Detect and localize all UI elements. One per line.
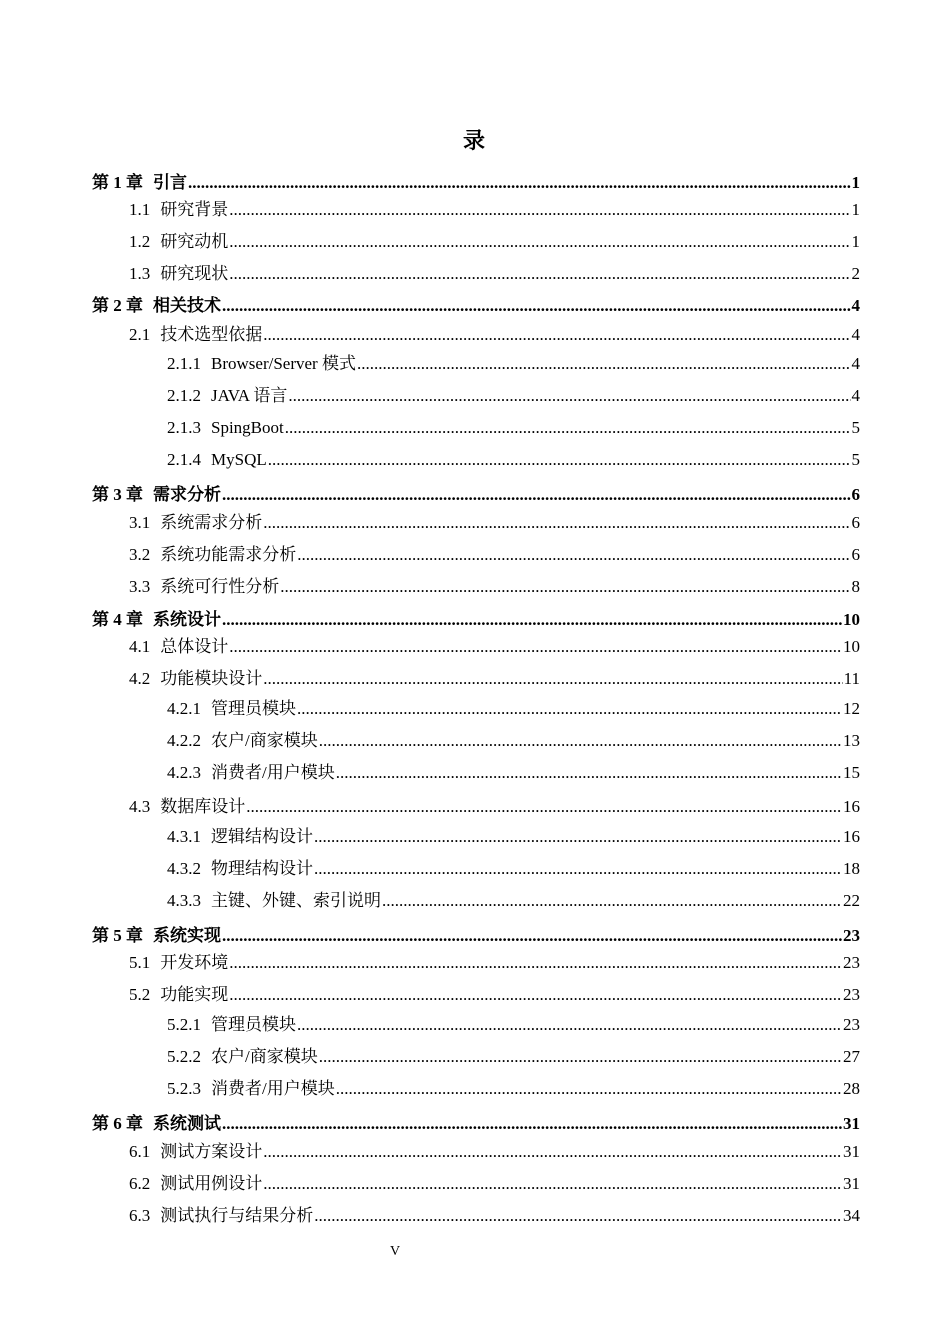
toc-entry-title: 管理员模块 [211,1015,296,1034]
toc-entry-number: 4.2.2 [167,731,201,750]
toc-entry-number: 6.2 [129,1174,151,1193]
toc-entry[interactable] [92,199,860,221]
toc-entry-number: 4.3.1 [167,827,201,846]
toc-entry-number: 6.3 [129,1206,151,1225]
toc-dot-leader [268,449,851,471]
toc-entry-number: 1.1 [129,200,151,219]
toc-entry-title: 农户/商家模块 [211,731,318,750]
toc-entry-title: 需求分析 [153,485,221,504]
toc-dot-leader [336,1078,842,1100]
toc-entry-title: Browser/Server 模式 [211,354,356,373]
toc-entry-number: 5.2.1 [167,1015,201,1034]
toc-dot-leader [222,295,851,317]
toc-entry-title: MySQL [211,450,267,469]
toc-entry-page: 31 [843,1114,860,1133]
toc-entry[interactable] [92,295,860,317]
toc-entry-number: 4.2 [129,669,151,688]
toc-dot-leader [319,730,842,752]
toc-entry-title: 系统功能需求分析 [160,545,297,564]
toc-entry-number: 2.1.2 [167,386,201,405]
toc-dot-leader [263,1141,842,1163]
toc-entry[interactable] [92,609,860,631]
toc-entry[interactable] [92,984,860,1006]
toc-entry-number: 第 6 章 [92,1114,143,1133]
toc-entry-number: 2.1.1 [167,354,201,373]
toc-entry-page: 10 [843,637,860,656]
toc-entry-title: 消费者/用户模块 [211,763,335,782]
toc-entry[interactable] [92,512,860,534]
toc-entry[interactable] [92,1141,860,1163]
toc-entry[interactable] [92,263,860,285]
toc-entry-page: 16 [843,797,860,816]
toc-entry[interactable] [92,1205,860,1227]
toc-entry-number: 1.2 [129,232,151,251]
toc-entry[interactable] [92,353,860,375]
toc-entry[interactable] [92,698,860,720]
toc-entry-title: 总体设计 [160,637,229,656]
toc-entry-page: 1 [851,173,860,192]
toc-entry-page: 1 [851,232,860,251]
toc-dot-leader [280,576,850,598]
toc-entry-title: 主键、外键、索引说明 [211,891,381,910]
toc-entry-title: 研究背景 [160,200,229,219]
toc-dot-leader [229,199,850,221]
toc-entry-page: 12 [843,699,860,718]
toc-entry-number: 5.2 [129,985,151,1004]
toc-entry-number: 4.3.3 [167,891,201,910]
toc-entry-number: 6.1 [129,1142,151,1161]
toc-entry-number: 第 5 章 [92,926,143,945]
toc-entry-page: 10 [843,610,860,629]
toc-dot-leader [382,890,842,912]
toc-entry-page: 23 [843,1015,860,1034]
toc-entry-page: 16 [843,827,860,846]
toc-entry-title: 测试方案设计 [160,1142,263,1161]
toc-entry-number: 第 4 章 [92,610,143,629]
toc-entry-number: 5.1 [129,953,151,972]
toc-entry[interactable] [92,636,860,658]
toc-entry[interactable] [92,890,860,912]
toc-dot-leader [263,324,850,346]
toc-entry-number: 第 2 章 [92,296,143,315]
toc-entry-title: 功能实现 [160,985,229,1004]
toc-entry-number: 5.2.2 [167,1047,201,1066]
toc-entry-number: 4.3.2 [167,859,201,878]
toc-entry-number: 1.3 [129,264,151,283]
toc-dot-leader [297,1014,842,1036]
toc-entry-number: 4.1 [129,637,151,656]
toc-entry-title: 物理结构设计 [211,859,313,878]
toc-entry[interactable] [92,730,860,752]
toc-entry[interactable] [92,1046,860,1068]
toc-entry-page: 1 [851,200,860,219]
toc-entry-title: SpingBoot [211,418,284,437]
toc-entry-title: 功能模块设计 [160,669,263,688]
toc-entry-page: 18 [843,859,860,878]
toc-entry-page: 28 [843,1079,860,1098]
toc-entry-number: 第 3 章 [92,485,143,504]
toc-entry-page: 5 [851,450,860,469]
toc-entry-page: 13 [843,731,860,750]
toc-dot-leader [229,636,842,658]
toc-entry-page: 22 [843,891,860,910]
toc-entry-title: 管理员模块 [211,699,296,718]
toc-entry[interactable] [92,925,860,947]
toc-entry-title: 研究动机 [160,232,229,251]
toc-entry-page: 4 [851,386,860,405]
toc-dot-leader [229,984,842,1006]
toc-entry-page: 4 [851,354,860,373]
toc-entry-number: 3.1 [129,513,151,532]
page-number-footer: V [389,1244,401,1259]
toc-dot-leader [263,512,850,534]
toc-entry-title: 逻辑结构设计 [211,827,313,846]
toc-entry-page: 5 [851,418,860,437]
toc-dot-leader [319,1046,842,1068]
toc-entry[interactable] [92,952,860,974]
toc-entry[interactable] [92,796,860,818]
toc-dot-leader [229,263,850,285]
toc-entry[interactable] [92,576,860,598]
toc-dot-leader [222,925,842,947]
toc-entry-page: 15 [843,763,860,782]
toc-entry-number: 3.2 [129,545,151,564]
toc-entry-title: 消费者/用户模块 [211,1079,335,1098]
toc-entry[interactable] [92,762,860,784]
toc-entry-number: 5.2.3 [167,1079,201,1098]
toc-entry-page: 6 [851,513,860,532]
toc-dot-leader [229,952,842,974]
toc-entry-title: 农户/商家模块 [211,1047,318,1066]
toc-entry[interactable] [92,1173,860,1195]
toc-entry-number: 2.1.3 [167,418,201,437]
toc-entry-number: 4.2.1 [167,699,201,718]
toc-entry[interactable] [92,449,860,471]
toc-entry-page: 8 [851,577,860,596]
toc-entry-page: 4 [851,325,860,344]
toc-entry-title: 系统测试 [153,1114,221,1133]
toc-entry-title: 系统实现 [153,926,221,945]
toc-entry[interactable] [92,544,860,566]
toc-entry-page: 23 [843,985,860,1004]
toc-entry-page: 6 [851,545,860,564]
toc-entry-number: 第 1 章 [92,173,143,192]
toc-dot-leader [229,231,850,253]
toc-entry-page: 34 [843,1206,860,1225]
toc-entry-title: 测试用例设计 [160,1174,263,1193]
toc-entry-number: 4.2.3 [167,763,201,782]
toc-entry-page: 4 [851,296,860,315]
toc-entry-page: 27 [843,1047,860,1066]
toc-dot-leader [263,668,842,690]
toc-entry[interactable] [92,1014,860,1036]
toc-entry-page: 2 [851,264,860,283]
toc-entry-title: 引言 [153,173,187,192]
toc-entry[interactable] [92,1078,860,1100]
toc-dot-leader [314,826,842,848]
toc-entry-title: 系统可行性分析 [160,577,280,596]
toc-entry-title: 数据库设计 [160,797,246,816]
toc-entry[interactable] [92,417,860,439]
toc-dot-leader [222,1113,842,1135]
toc-entry[interactable] [92,172,860,194]
toc-entry-title: 技术选型依据 [160,325,263,344]
toc-entry-title: 系统设计 [153,610,221,629]
toc-entry-page: 6 [851,485,860,504]
toc-entry-title: 相关技术 [153,296,221,315]
toc-entry[interactable] [92,231,860,253]
toc-entry[interactable] [92,858,860,880]
toc-dot-leader [263,1173,842,1195]
toc-entry[interactable] [92,668,860,690]
toc-entry-title: 系统需求分析 [160,513,263,532]
toc-dot-leader [188,172,851,194]
toc-entry-title: 开发环境 [160,953,229,972]
toc-entry-page: 31 [843,1174,860,1193]
toc-dot-leader [357,353,851,375]
toc-dot-leader [222,609,842,631]
toc-entry-number: 2.1 [129,325,151,344]
toc-entry[interactable] [92,385,860,407]
toc-entry[interactable] [92,324,860,346]
toc-entry-title: 研究现状 [160,264,229,283]
toc-entry-page: 23 [843,926,860,945]
toc-dot-leader [314,858,842,880]
toc-entry-number: 2.1.4 [167,450,201,469]
toc-dot-leader [288,385,850,407]
toc-dot-leader [336,762,842,784]
toc-dot-leader [297,544,850,566]
toc-dot-leader [314,1205,842,1227]
toc-entry-title: 测试执行与结果分析 [160,1206,314,1225]
toc-entry-title: JAVA 语言 [211,386,288,405]
toc-entry[interactable] [92,826,860,848]
toc-entry[interactable] [92,484,860,506]
toc-entry-number: 4.3 [129,797,151,816]
toc-dot-leader [222,484,851,506]
toc-entry-page: 11 [843,669,860,688]
toc-entry-number: 3.3 [129,577,151,596]
toc-dot-leader [297,698,842,720]
toc-entry-page: 31 [843,1142,860,1161]
toc-entry[interactable] [92,1113,860,1135]
toc-title: 录 [462,128,487,153]
toc-dot-leader [246,796,842,818]
toc-dot-leader [285,417,851,439]
toc-entry-page: 23 [843,953,860,972]
